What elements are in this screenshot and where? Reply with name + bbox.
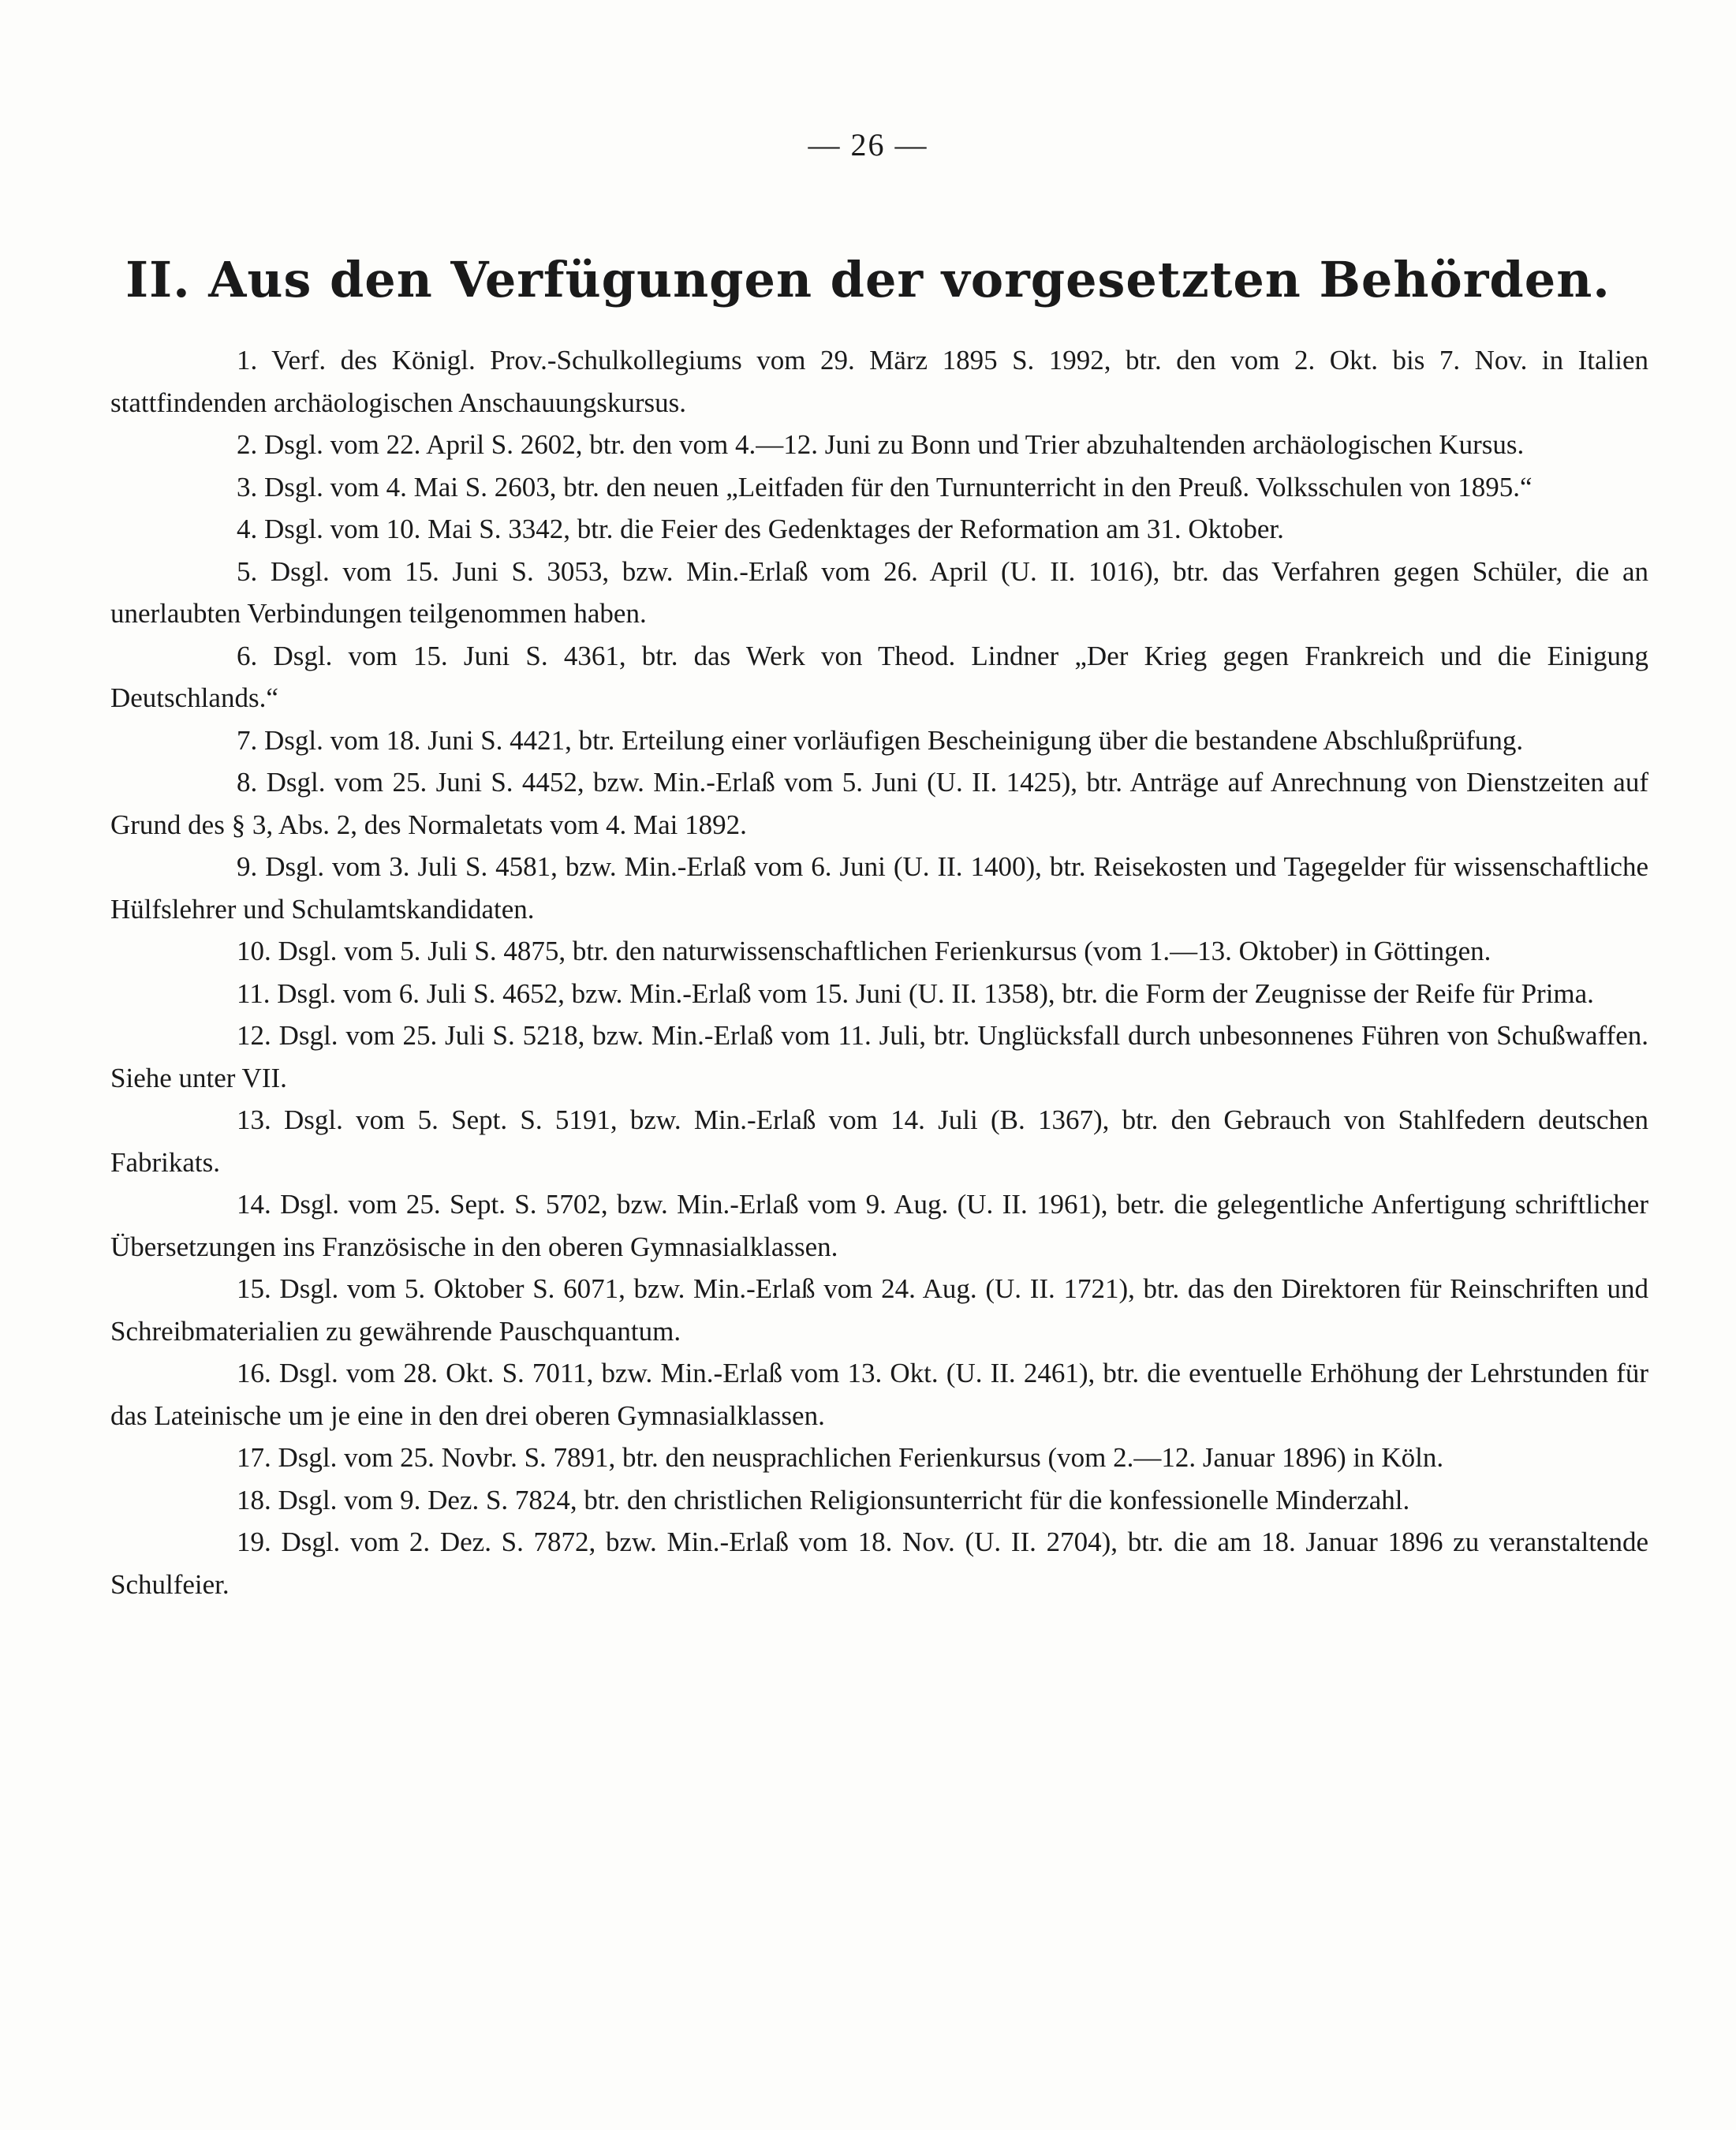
decree-entry: 12. Dsgl. vom 25. Juli S. 5218, bzw. Min.-Erlaß vom 11. Juli, btr. Unglücksfall durch unbesonnenes Führen von Schußwaffen. Siehe unter VII.	[110, 1020, 1648, 1093]
decree-entry: 10. Dsgl. vom 5. Juli S. 4875, btr. den naturwissenschaftlichen Ferienkursus (vom 1.—13. Oktober) in Göttingen.	[237, 936, 1491, 966]
decree-entry: 8. Dsgl. vom 25. Juni S. 4452, bzw. Min.-Erlaß vom 5. Juni (U. II. 1425), btr. Anträge auf Anrechnung von Dienstzeiten auf Grund des § 3, Abs. 2, des Normaletats vom 4. Mai 1892.	[110, 767, 1648, 840]
section-heading: II. Aus den Verfügungen der vorgesetzten Behörden.	[125, 251, 1611, 308]
decree-entry: 16. Dsgl. vom 28. Okt. S. 7011, bzw. Min.-Erlaß vom 13. Okt. (U. II. 2461), btr. die eventuelle Erhöhung der Lehrstunden für das Lateinische um je eine in den drei oberen Gymnasialklassen.	[110, 1358, 1648, 1431]
decree-entry: 15. Dsgl. vom 5. Oktober S. 6071, bzw. Min.-Erlaß vom 24. Aug. (U. II. 1721), btr. das den Direktoren für Reinschriften und Schreibmaterialien zu gewährende Pauschquantum.	[110, 1273, 1648, 1347]
decree-entry: 4. Dsgl. vom 10. Mai S. 3342, btr. die Feier des Gedenktages der Reformation am 31. Oktober.	[237, 514, 1284, 544]
decree-entry: 3. Dsgl. vom 4. Mai S. 2603, btr. den neuen „Leitfaden für den Turnunterricht in den Preuß. Volksschulen von 1895.“	[237, 471, 1533, 503]
decree-entry: 14. Dsgl. vom 25. Sept. S. 5702, bzw. Min.-Erlaß vom 9. Aug. (U. II. 1961), betr. die gelegentliche Anfertigung schriftlicher Übersetzungen ins Französische in den oberen Gymnasialklassen.	[110, 1189, 1648, 1262]
decree-entry: 19. Dsgl. vom 2. Dez. S. 7872, bzw. Min.-Erlaß vom 18. Nov. (U. II. 2704), btr. die am 18. Januar 1896 zu veranstaltende Schulfeier.	[110, 1526, 1648, 1600]
decree-entry: 9. Dsgl. vom 3. Juli S. 4581, bzw. Min.-Erlaß vom 6. Juni (U. II. 1400), btr. Reisekosten und Tagegelder für wissenschaftliche Hülfslehrer und Schulamtskandidaten.	[110, 851, 1648, 925]
page-number: — 26 —	[808, 127, 928, 163]
decree-entry: 1. Verf. des Königl. Prov.-Schulkollegiums vom 29. März 1895 S. 1992, btr. den vom 2. Okt. bis 7. Nov. in Italien stattfindenden archäologischen Anschauungskursus.	[110, 345, 1648, 418]
decree-entry: 5. Dsgl. vom 15. Juni S. 3053, bzw. Min.-Erlaß vom 26. April (U. II. 1016), btr. das Verfahren gegen Schüler, die an unerlaubten Verbindungen teilgenommen haben.	[110, 555, 1648, 629]
decree-list	[110, 339, 1648, 1605]
decree-entry: 17. Dsgl. vom 25. Novbr. S. 7891, btr. den neusprachlichen Ferienkursus (vom 2.—12. Januar 1896) in Köln.	[237, 1442, 1444, 1473]
decree-entry: 18. Dsgl. vom 9. Dez. S. 7824, btr. den christlichen Religionsunterricht für die konfessionelle Minderzahl.	[237, 1484, 1410, 1515]
decree-entry: 2. Dsgl. vom 22. April S. 2602, btr. den vom 4.—12. Juni zu Bonn und Trier abzuhaltenden archäologischen Kursus.	[237, 429, 1525, 460]
decree-entry: 11. Dsgl. vom 6. Juli S. 4652, bzw. Min.-Erlaß vom 15. Juni (U. II. 1358), btr. die Form der Zeugnisse der Reife für Prima.	[237, 977, 1594, 1009]
decree-entry: 6. Dsgl. vom 15. Juni S. 4361, btr. das Werk von Theod. Lindner „Der Krieg gegen Frankreich und die Einigung Deutschlands.“	[110, 640, 1648, 713]
decree-entry: 7. Dsgl. vom 18. Juni S. 4421, btr. Erteilung einer vorläufigen Bescheinigung über die bestandene Abschlußprüfung.	[237, 724, 1524, 756]
decree-entry: 13. Dsgl. vom 5. Sept. S. 5191, bzw. Min.-Erlaß vom 14. Juli (B. 1367), btr. den Gebrauch von Stahlfedern deutschen Fabrikats.	[110, 1104, 1648, 1178]
